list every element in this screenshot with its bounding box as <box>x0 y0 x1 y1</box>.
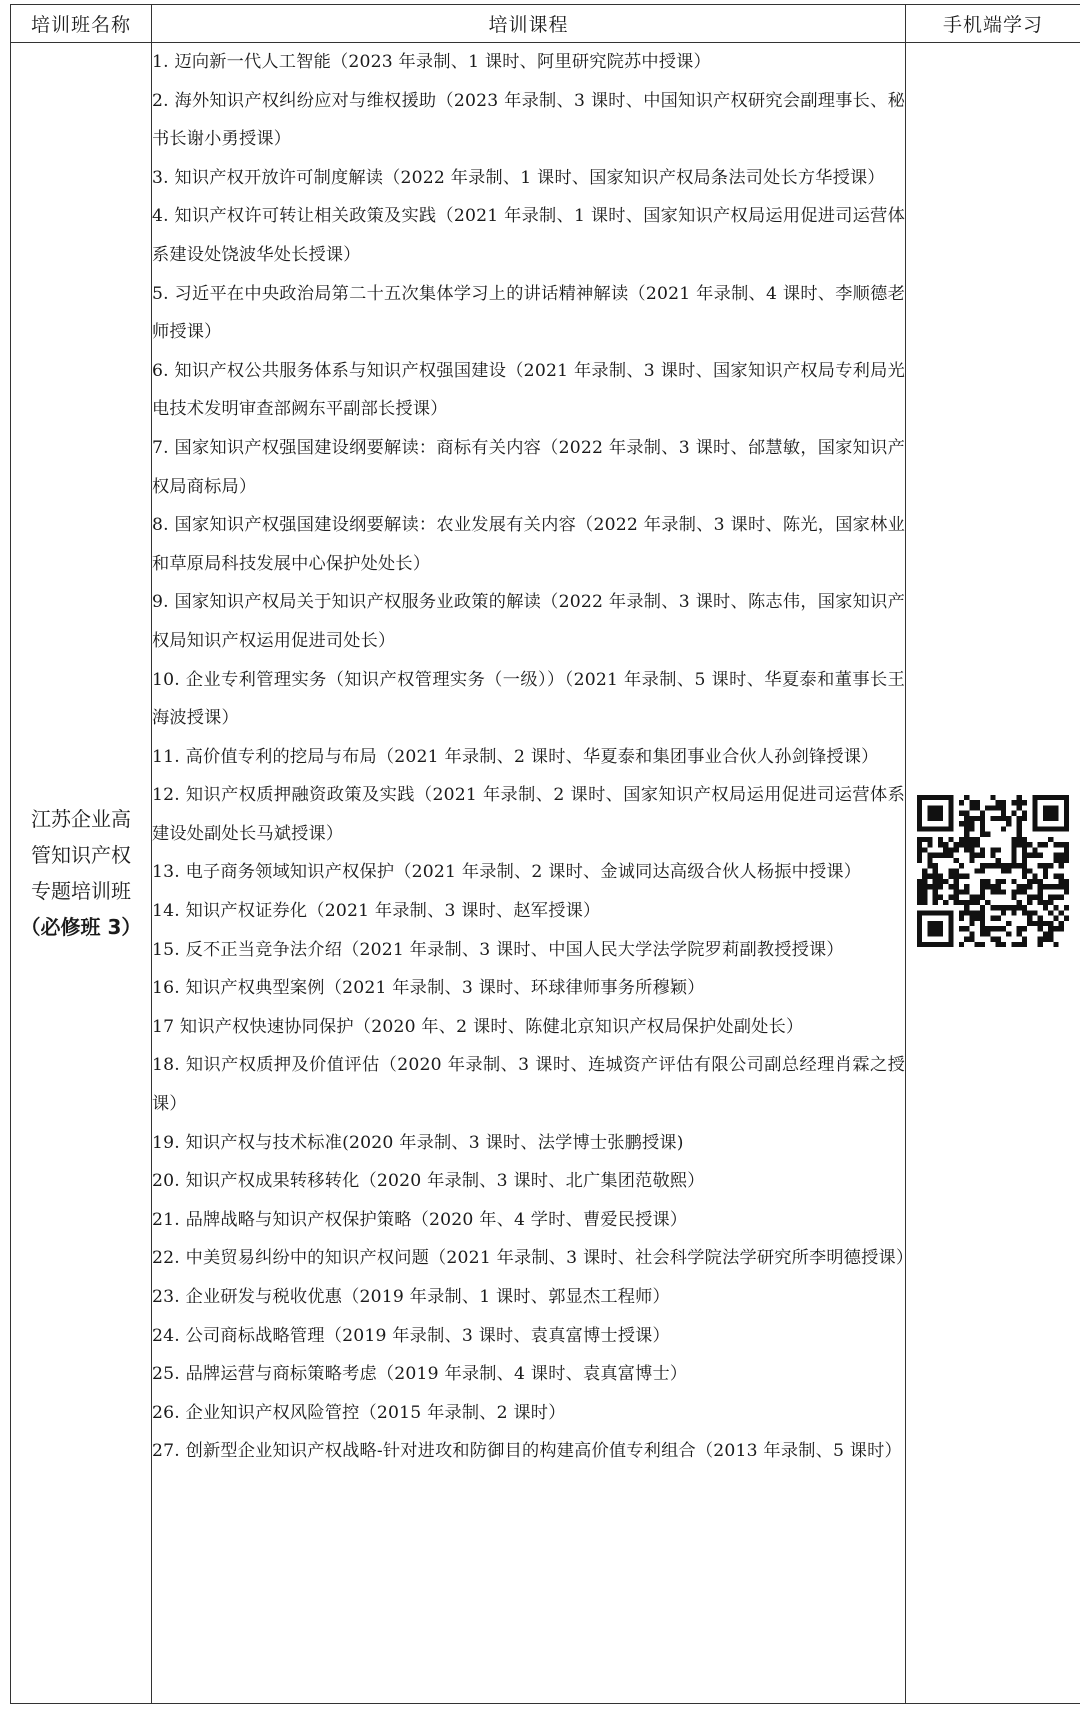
class-name-line: 江苏企业高 <box>31 807 131 831</box>
course-item: 24. 公司商标战略管理（2019 年录制、3 课时、袁真富博士授课） <box>152 1325 670 1346</box>
course-item: 5. 习近平在中央政治局第二十五次集体学习上的讲话精神解读（2021 年录制、4 课时、李顺德老师授课） <box>152 283 905 343</box>
class-name-line: 管知识产权 <box>31 843 131 867</box>
course-item: 2. 海外知识产权纠纷应对与维权援助（2023 年录制、3 课时、中国知识产权研究会副理事长、秘书长谢小勇授课） <box>152 90 905 150</box>
course-item: 23. 企业研发与税收优惠（2019 年录制、1 课时、郭显杰工程师） <box>152 1287 670 1307</box>
course-item: 7. 国家知识产权强国建设纲要解读：商标有关内容（2022 年录制、3 课时、邰慧敏，国家知识产权局商标局） <box>152 437 905 497</box>
qr-cell <box>906 43 1080 1704</box>
course-item: 4. 知识产权许可转让相关政策及实践（2021 年录制、1 课时、国家知识产权局运用促进司运营体系建设处饶波华处长授课） <box>152 206 905 265</box>
course-item: 16. 知识产权典型案例（2021 年录制、3 课时、环球律师事务所穆颖） <box>152 978 705 999</box>
course-item: 25. 品牌运营与商标策略考虑（2019 年录制、4 课时、袁真富博士） <box>152 1364 688 1385</box>
course-item: 10. 企业专利管理实务（知识产权管理实务（一级））（2021 年录制、5 课时、华夏泰和董事长王海波授课） <box>152 669 905 729</box>
course-item: 11. 高价值专利的挖局与布局（2021 年录制、2 课时、华夏泰和集团事业合伙人孙剑锋授课） <box>152 746 879 767</box>
course-item: 17 知识产权快速协同保护（2020 年、2 课时、陈健北京知识产权局保护处副处长） <box>152 1016 804 1037</box>
course-item: 18. 知识产权质押及价值评估（2020 年录制、3 课时、连城资产评估有限公司副总经理肖霖之授课） <box>152 1055 905 1115</box>
header-class-name: 培训班名称 <box>11 5 152 43</box>
course-item: 19. 知识产权与技术标准(2020 年录制、3 课时、法学博士张鹏授课) <box>152 1132 684 1153</box>
course-item: 12. 知识产权质押融资政策及实践（2021 年录制、2 课时、国家知识产权局运用促进司运营体系建设处副处长马斌授课） <box>152 785 905 844</box>
course-item: 6. 知识产权公共服务体系与知识产权强国建设（2021 年录制、3 课时、国家知识产权局专利局光电技术发明审查部阙东平副部长授课） <box>152 360 905 420</box>
course-item: 3. 知识产权开放许可制度解读（2022 年录制、1 课时、国家知识产权局条法司处长方华授课） <box>152 167 885 188</box>
course-item: 14. 知识产权证券化（2021 年录制、3 课时、赵军授课） <box>152 901 601 922</box>
course-item: 20. 知识产权成果转移转化（2020 年录制、3 课时、北广集团范敬熙） <box>152 1171 705 1192</box>
header-mobile-learning: 手机端学习 <box>906 5 1080 43</box>
course-table <box>10 4 1080 1704</box>
class-name-cell <box>11 43 152 1704</box>
class-row <box>11 43 1080 1704</box>
course-item: 8. 国家知识产权强国建设纲要解读：农业发展有关内容（2022 年录制、3 课时、陈光，国家林业和草原局科技发展中心保护处处长） <box>152 515 905 574</box>
class-name-line: 专题培训班 <box>31 879 131 903</box>
course-list <box>152 43 914 1704</box>
header-row <box>11 5 1080 43</box>
header-courses: 培训课程 <box>152 5 906 43</box>
course-item: 21. 品牌战略与知识产权保护策略（2020 年、4 学时、曹爱民授课） <box>152 1209 688 1230</box>
course-item: 26. 企业知识产权风险管控（2015 年录制、2 课时） <box>152 1402 566 1423</box>
course-item: 9. 国家知识产权局关于知识产权服务业政策的解读（2022 年录制、3 课时、陈志伟，国家知识产权局知识产权运用促进司处长） <box>152 592 905 651</box>
qr-code-icon[interactable] <box>917 795 1069 947</box>
course-item: 13. 电子商务领域知识产权保护（2021 年录制、2 课时、金诚同达高级合伙人杨振中授课） <box>152 862 862 883</box>
course-item: 27. 创新型企业知识产权战略-针对进攻和防御目的构建高价值专利组合（2013 年录制、5 课时） <box>152 1441 902 1462</box>
course-item: 1. 迈向新一代人工智能（2023 年录制、1 课时、阿里研究院苏中授课） <box>152 52 711 72</box>
course-item: 15. 反不正当竞争法介绍（2021 年录制、3 课时、中国人民大学法学院罗莉副教授授课） <box>152 939 844 960</box>
class-name-suffix: （必修班 3） <box>20 915 142 939</box>
course-item: 22. 中美贸易纠纷中的知识产权问题（2021 年录制、3 课时、社会科学院法学研究所李明德授课） <box>152 1248 914 1269</box>
